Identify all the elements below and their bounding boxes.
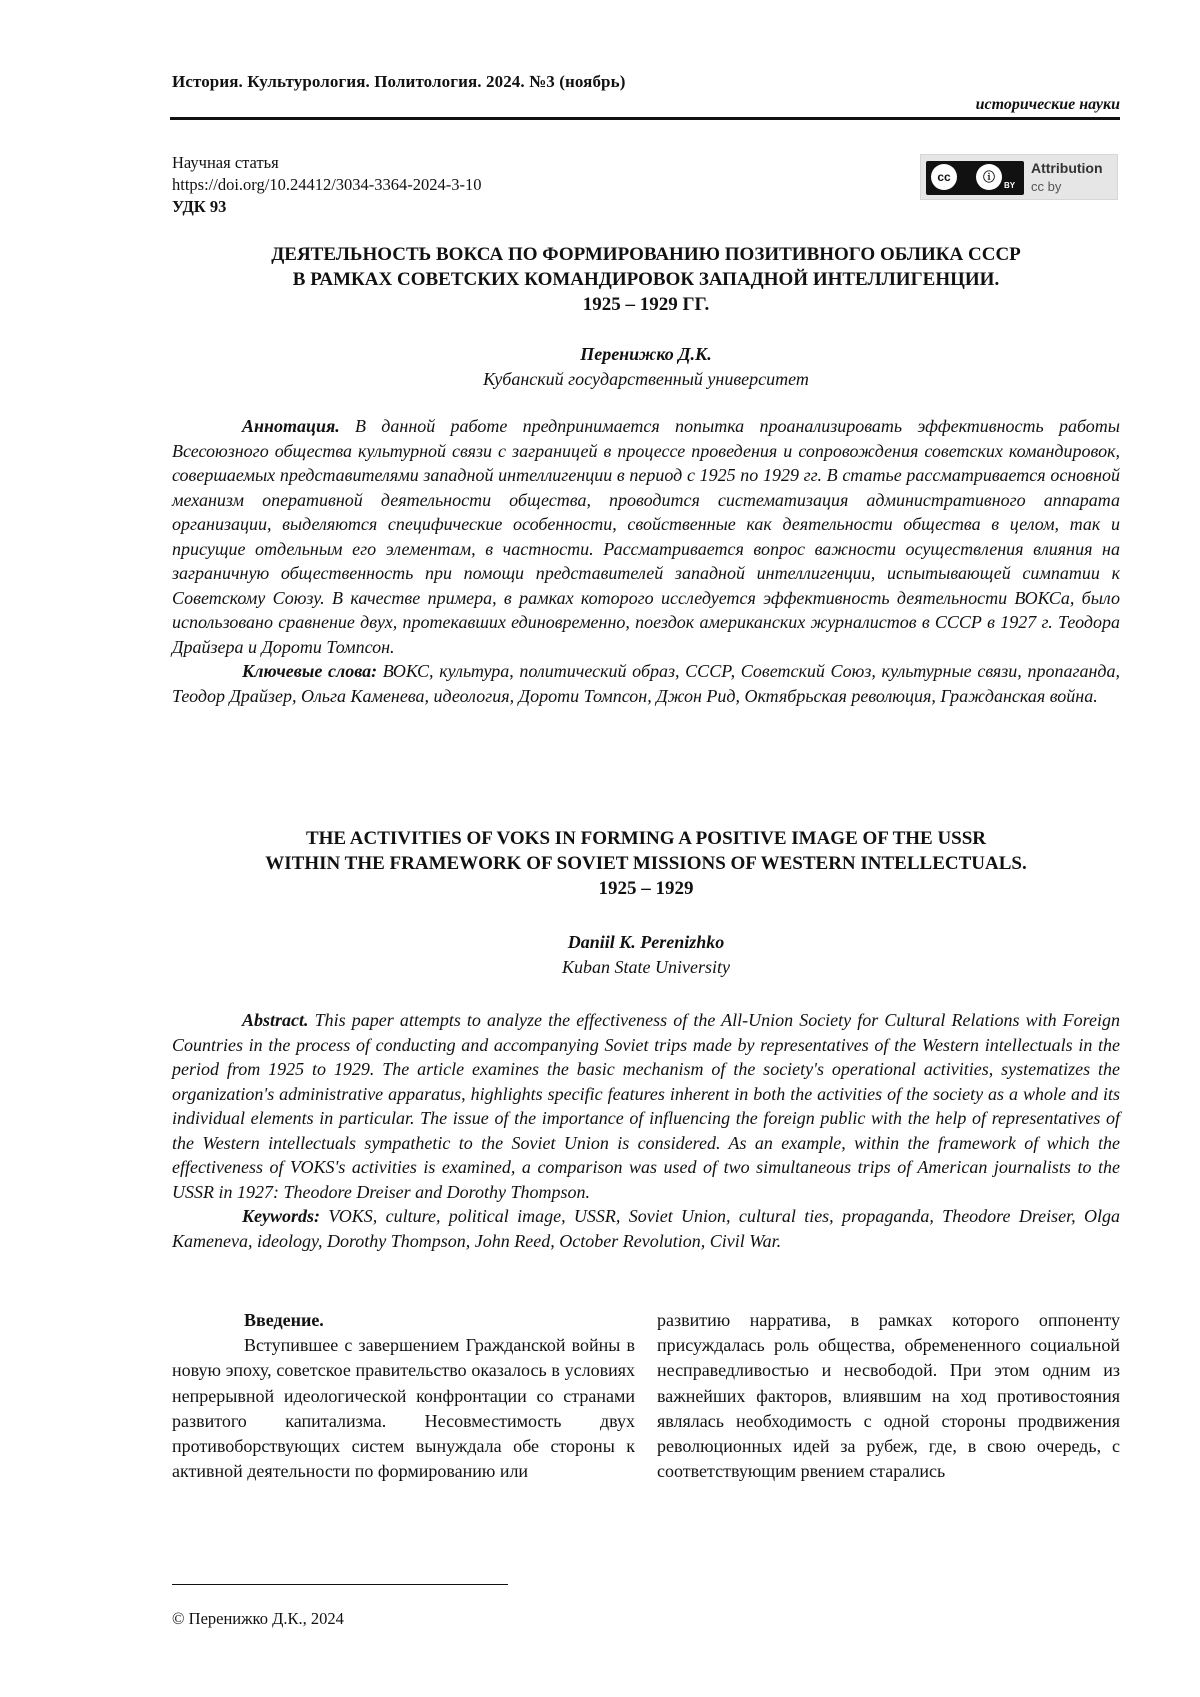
cc-by-label: cc by [1031,179,1062,194]
author-block-ru [172,342,1120,392]
abstract-label-ru: Аннотация. [242,416,340,436]
title-line: THE ACTIVITIES OF VOKS IN FORMING A POSITIVE IMAGE OF THE USSR [305,828,987,849]
affiliation-ru: Кубанский государственный университет [483,369,809,389]
udk-code: УДК 93 [172,197,227,216]
body-paragraph: Вступившее с завершением Гражданской войны в новую эпоху, советское правительство оказалось в условиях непрерывной идеологической конфронтации со странами развитого капитализма. Несовместимость двух противоборствующих систем вынуждала обе стороны к активной деятельности по формированию или [172,1335,635,1482]
abstract-paragraph-ru [172,414,1120,659]
copyright-notice: © Перенижко Д.К., 2024 [172,1609,344,1628]
abstract-text-ru: В данной работе предпринимается попытка проанализировать эффективность работы Всесоюзного общества культурной связи с заграницей в процессе проведения и сопровождения советских командировок, совершаемых представителями западной интеллигенции в период с 1925 по 1929 гг. В статье рассматривается основной механизм оперативной деятельности общества, проводится систематизация административного аппарата организации, выделяются специфические особенности, свойственные как деятельности общества в целом, так и присущие отдельным его элементам, в частности. Рассматривается вопрос важности осуществления влияния на заграничную общественность при помощи представителей западной интеллигенции, испытывающей симпатии к Советскому Союзу. В качестве примера, в рамках которого исследуется эффективность деятельности ВОКСа, было использовано сравнение двух, протекавших единовременно, поездок американских журналистов в СССР в 1927 г. Теодора Драйзера и Дороти Томпсон. [172,416,1120,657]
title-line: 1925 – 1929 ГГ. [582,294,710,315]
header-divider [170,117,1120,120]
author-name-en: Daniil K. Perenizhko [567,932,725,952]
section-label: исторические науки [975,96,1120,113]
keywords-label-ru: Ключевые слова: [242,661,378,681]
title-line: ДЕЯТЕЛЬНОСТЬ ВОКСА ПО ФОРМИРОВАНИЮ ПОЗИТИВНОГО ОБЛИКА СССР [271,244,1021,265]
article-type: Научная статья [172,153,279,172]
cc-attribution-label: Attribution [1031,160,1103,176]
keywords-text-en: VOKS, culture, political image, USSR, Soviet Union, cultural ties, propaganda, Theodore Dreiser, Olga Kameneva, ideology, Dorothy Thompson, John Reed, October Revolution, Civil War. [172,1206,1120,1251]
abstract-ru [172,414,1120,708]
cc-icon: cc [931,164,957,190]
body-column-left [172,1308,635,1484]
attribution-person-icon: ⓘ [976,164,1002,190]
title-line: WITHIN THE FRAMEWORK OF SOVIET MISSIONS OF WESTERN INTELLECTUALS. [265,853,1027,874]
cc-logo-box [926,161,1024,195]
doi-link[interactable]: https://doi.org/10.24412/3034-3364-2024-3-10 [172,175,482,194]
introduction-heading: Введение. [244,1310,324,1330]
abstract-paragraph-en [172,1008,1120,1204]
author-name-ru: Перенижко Д.К. [580,344,712,364]
article-title-en [172,826,1120,901]
affiliation-en: Kuban State University [562,957,730,977]
journal-title: История. Культурология. Политология. 2024. №3 (ноябрь) [172,72,626,91]
cc-by-small-label: BY [1004,181,1016,190]
article-title-ru [172,242,1120,317]
keywords-text-ru: ВОКС, культура, политический образ, СССР, Советский Союз, культурные связи, пропаганда, Теодор Драйзер, Ольга Каменева, идеология, Дороти Томпсон, Джон Рид, Октябрьская революция, Гражданская война. [172,661,1120,706]
title-line: В РАМКАХ СОВЕТСКИХ КОМАНДИРОВОК ЗАПАДНОЙ ИНТЕЛЛИГЕНЦИИ. [292,269,1000,290]
abstract-en [172,1008,1120,1253]
body-column-right [657,1308,1120,1484]
footnote-divider [172,1584,508,1585]
abstract-label-en: Abstract. [242,1010,309,1030]
title-line: 1925 – 1929 [598,878,694,899]
cc-by-license-badge[interactable] [920,154,1118,200]
article-meta [172,152,482,218]
keywords-paragraph-ru [172,659,1120,708]
author-block-en [172,930,1120,980]
abstract-text-en: This paper attempts to analyze the effectiveness of the All-Union Society for Cultural Relations with Foreign Countries in the process of conducting and accompanying Soviet trips made by representatives of the Western intellectuals in the period from 1925 to 1929. The article examines the basic mechanism of the society's operational activities, systematizes the organization's administrative apparatus, highlights specific features inherent in both the activities of the society as a whole and its individual elements in particular. The issue of the importance of influencing the foreign public with the help of representatives of the Western intellectuals sympathetic to the Soviet Union is considered. As an example, within the framework of which the effectiveness of VOKS's activities is examined, a comparison was used of two simultaneous trips of American journalists to the USSR in 1927: Theodore Dreiser and Dorothy Thompson. [172,1010,1120,1202]
keywords-paragraph-en [172,1204,1120,1253]
body-paragraph: развитию нарратива, в рамках которого оппоненту присуждалась роль общества, обремененного социальной несправедливостью и несвободой. При этом одним из важнейших факторов, влиявшим на ход противостояния являлась необходимость с одной стороны продвижения революционных идей за рубеж, где, в свою очередь, с соответствующим рвением старались [657,1310,1120,1482]
keywords-label-en: Keywords: [242,1206,320,1226]
